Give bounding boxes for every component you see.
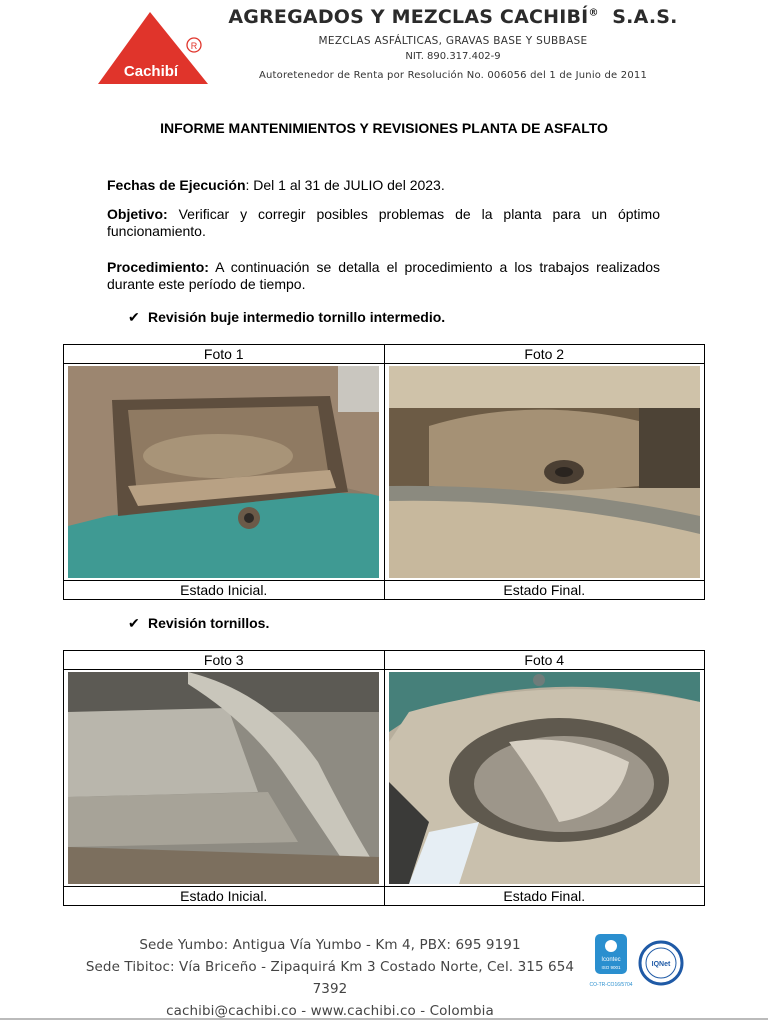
logo-text: Cachibí [123, 63, 179, 80]
company-name: AGREGADOS Y MEZCLAS CACHIBÍ® S.A.S. [228, 6, 678, 28]
company-nit: NIT. 890.317.402-9 [405, 51, 501, 62]
photo-cell [64, 364, 385, 581]
report-title: INFORME MANTENIMIENTOS Y REVISIONES PLANTA DE ASFALTO [160, 120, 608, 136]
photo-cell [384, 670, 705, 887]
checkmark-icon: ✔ [128, 309, 140, 325]
procedure: Procedimiento: A continuación se detalla el procedimiento a los trabajos realizados durante este período de tiempo. [107, 259, 660, 292]
photo-2-hopper-final [389, 366, 700, 578]
cert1-sub: ISO 9001 [601, 965, 621, 970]
page-bottom-rule [0, 1018, 768, 1020]
icontec-certification-logo [586, 934, 636, 992]
photo-label: Foto 3 [64, 651, 385, 670]
checkmark-icon: ✔ [128, 615, 140, 631]
cert2-name: IQNet [651, 961, 671, 968]
objective: Objetivo: Verificar y corregir posibles problemas de la planta para un óptimo funcionamiento. [107, 206, 660, 239]
cachibi-logo [96, 10, 212, 86]
photo-label: Foto 2 [384, 345, 705, 364]
photo-caption: Estado Final. [384, 581, 705, 600]
footer-web: cachibi@cachibi.co - www.cachibi.co - Colombia [166, 1003, 494, 1019]
company-registration: Autoretenedor de Renta por Resolución No. 006056 del 1 de Junio de 2011 [258, 70, 648, 81]
photo-caption: Estado Final. [384, 887, 705, 906]
photo-caption: Estado Inicial. [64, 887, 385, 906]
photo-1-hopper-initial [68, 366, 379, 578]
footer-sede-yumbo: Sede Yumbo: Antigua Vía Yumbo - Km 4, PBX: 695 9191 [139, 937, 521, 953]
section-heading: ✔ Revisión buje intermedio tornillo intermedio. [128, 309, 446, 325]
photo-cell [64, 670, 385, 887]
photo-label: Foto 1 [64, 345, 385, 364]
photo-caption: Estado Inicial. [64, 581, 385, 600]
photo-table [63, 344, 705, 600]
photo-cell [384, 364, 705, 581]
company-header [218, 4, 688, 81]
logo-registered-mark: R [190, 41, 198, 51]
execution-dates: Fechas de Ejecución: Del 1 al 31 de JULIO del 2023. [107, 177, 445, 193]
cert1-code: CO-TR-CO16/5704 [589, 982, 633, 988]
photo-label: Foto 4 [384, 651, 705, 670]
footer-sede-tibitoc: Sede Tibitoc: Vía Briceño - Zipaquirá Km 3 Costado Norte, Cel. 315 654 7392 [85, 959, 575, 997]
section-heading: ✔ Revisión tornillos. [128, 615, 270, 631]
footer-contact [80, 934, 580, 1022]
photo-3-screw-initial [68, 672, 379, 884]
iqnet-certification-logo [638, 940, 684, 986]
company-subtitle: MEZCLAS ASFÁLTICAS, GRAVAS BASE Y SUBBASE [318, 35, 588, 47]
photo-4-screw-final [389, 672, 700, 884]
cert1-name: Icontec [601, 957, 621, 963]
photo-table [63, 650, 705, 906]
